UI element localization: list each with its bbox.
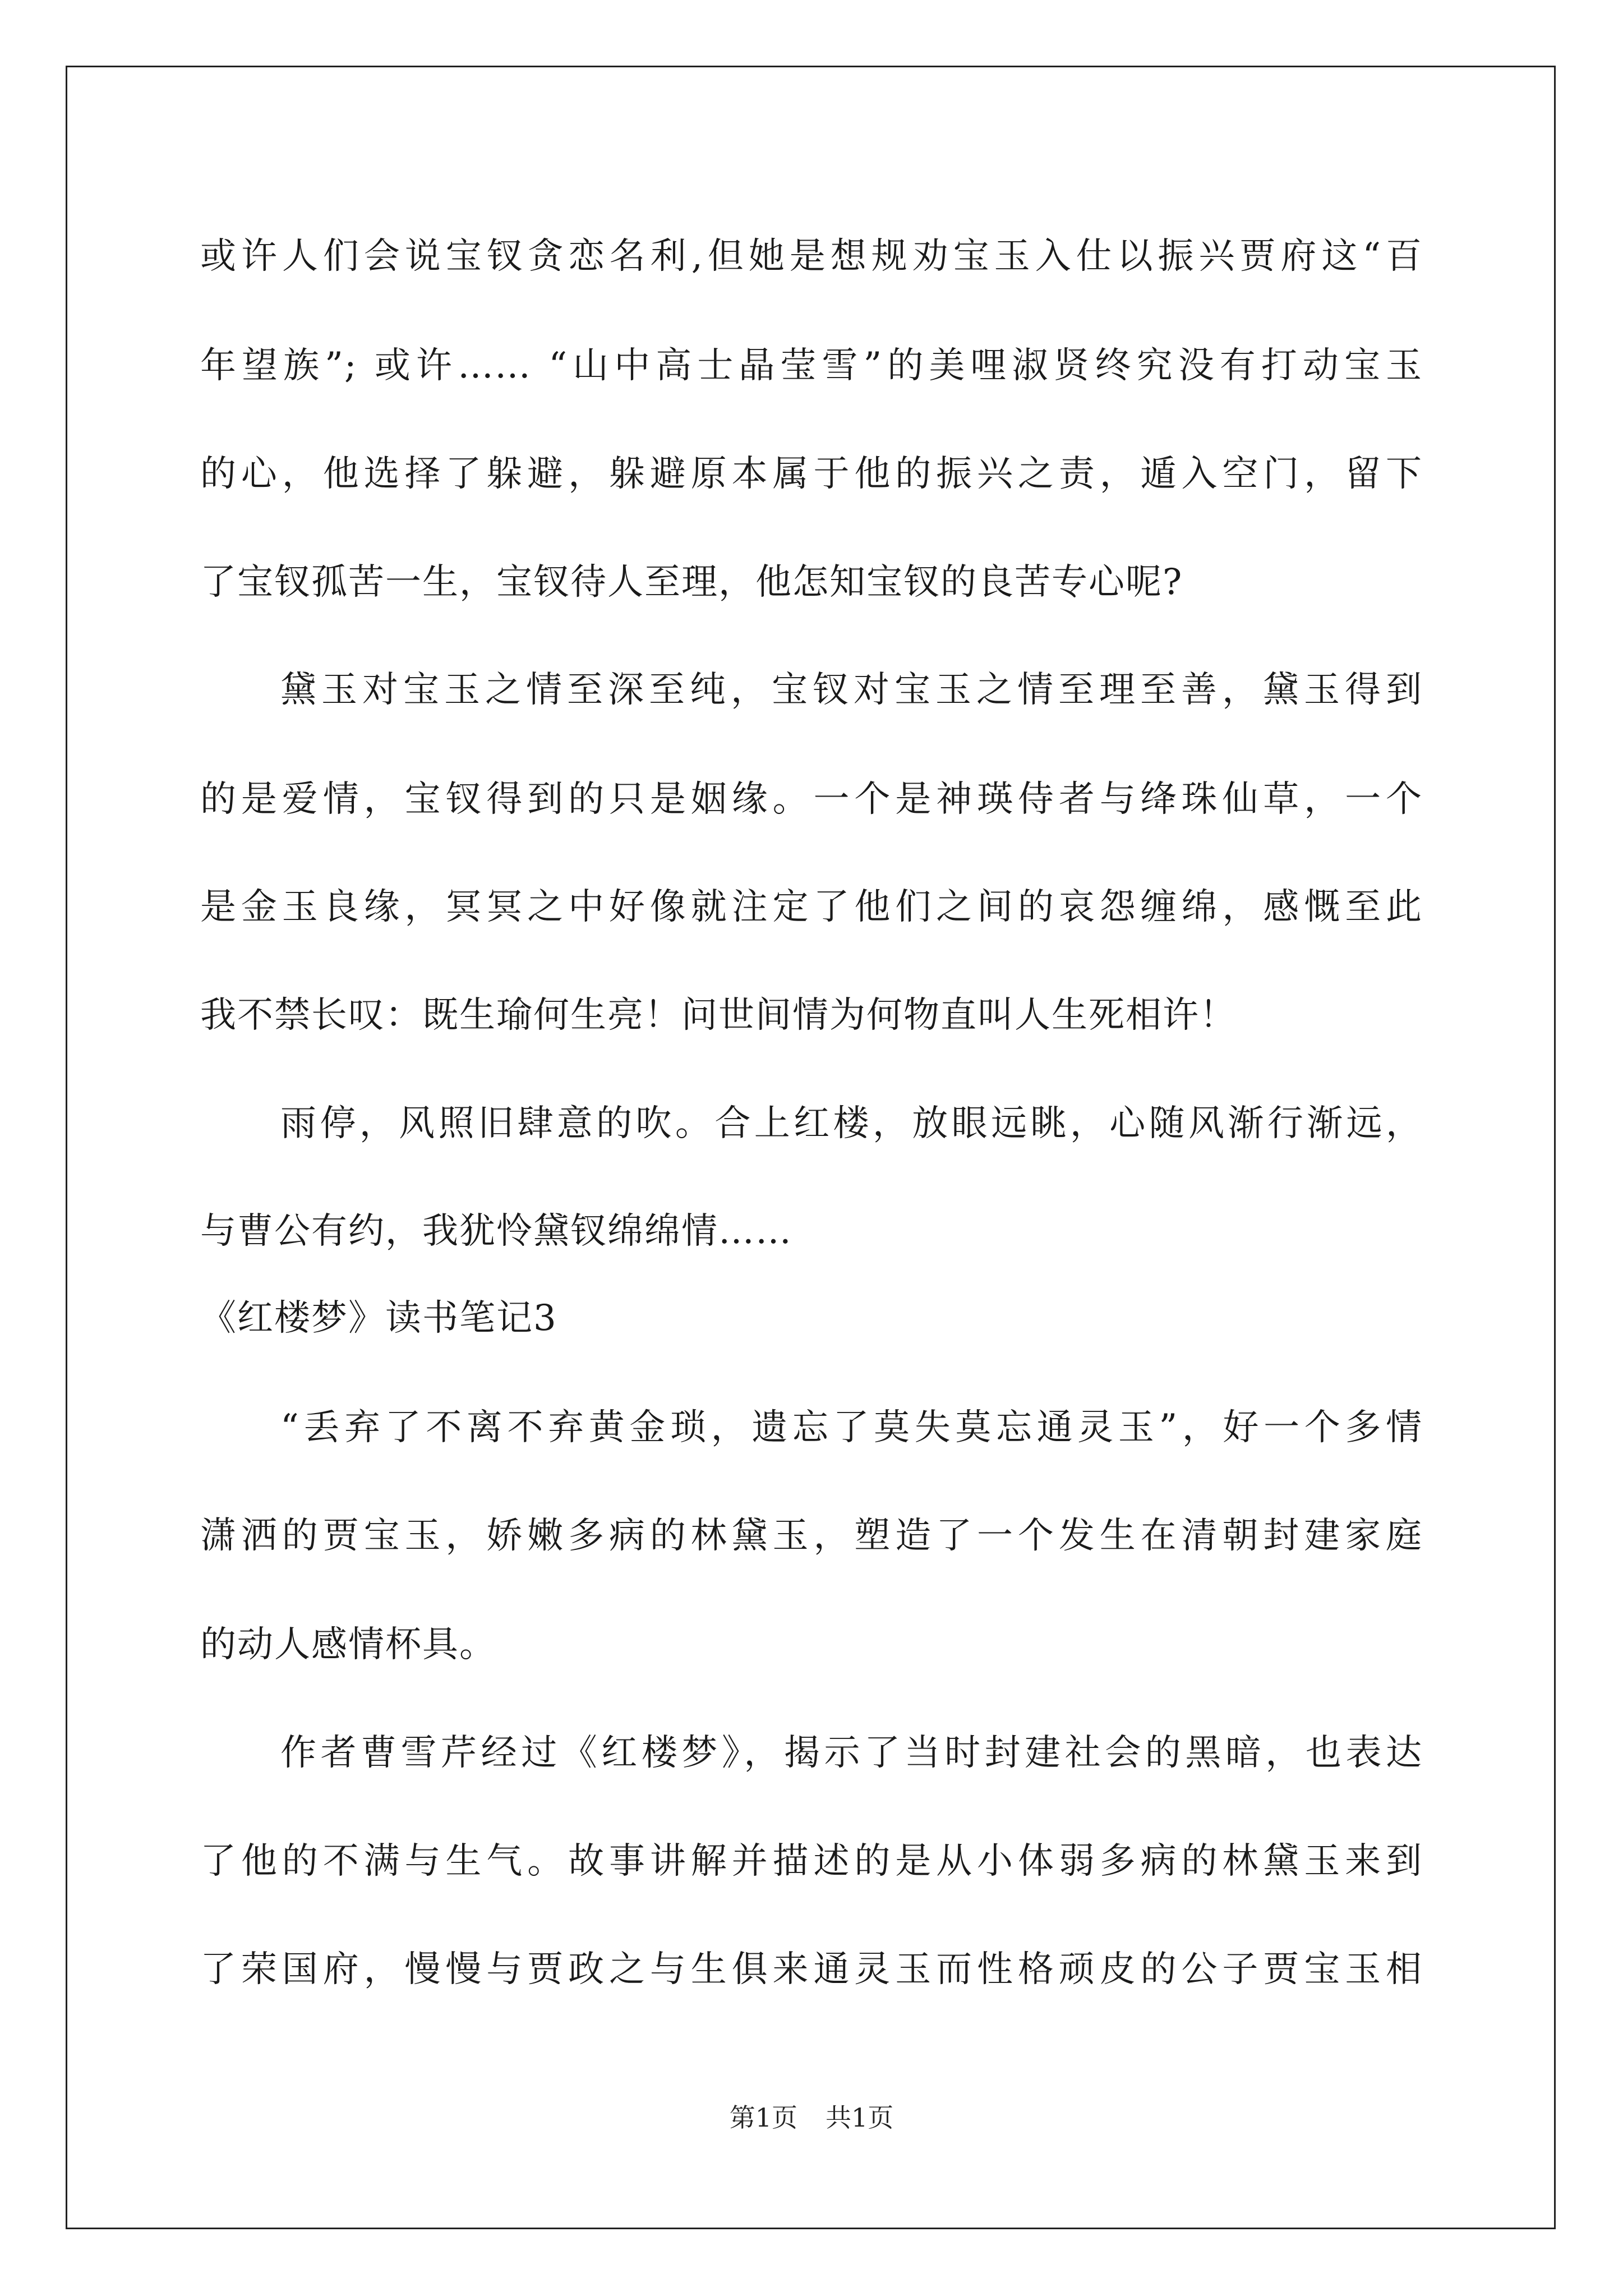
- paragraph-line: 我不禁长叹：既生瑜何生亮！问世间情为何物直叫人生死相许！: [200, 995, 1237, 1036]
- paragraph-line: 潇洒的贾宝玉，娇嫩多病的林黛玉，塑造了一个发生在清朝封建家庭: [200, 1515, 1423, 1557]
- paragraph-line: 的动人感情杯具。: [200, 1624, 496, 1665]
- paragraph-line: 了他的不满与生气。故事讲解并描述的是从小体弱多病的林黛玉来到: [200, 1841, 1423, 1882]
- paragraph-line: 的是爱情，宝钗得到的只是姻缘。一个是神瑛侍者与绛珠仙草，一个: [200, 779, 1423, 820]
- page-footer: [0, 2101, 1623, 2134]
- paragraph-line: 了荣国府，慢慢与贾政之与生俱来通灵玉而性格顽皮的公子贾宝玉相: [200, 1949, 1423, 1990]
- paragraph-line: “丢弃了不离不弃黄金琐，遗忘了莫失莫忘通灵玉”，好一个多情: [280, 1407, 1423, 1448]
- paragraph-line: 了宝钗孤苦一生，宝钗待人至理，他怎知宝钗的良苦专心呢?: [200, 562, 1183, 603]
- paragraph-line: 年望族”; 或许…… “山中高士晶莹雪”的美哩淑贤终究没有打动宝玉: [200, 345, 1423, 386]
- paragraph-line: 黛玉对宝玉之情至深至纯，宝钗对宝玉之情至理至善，黛玉得到: [280, 669, 1423, 711]
- page-number: 第1页: [729, 2102, 797, 2133]
- page-total: 共1页: [826, 2102, 894, 2133]
- paragraph-line: 雨停，风照旧肆意的吹。合上红楼，放眼远眺，心随风渐行渐远，: [280, 1103, 1423, 1144]
- section-heading: 《红楼梦》读书笔记3: [200, 1297, 557, 1339]
- paragraph-line: 的心，他选择了躲避，躲避原本属于他的振兴之责，遁入空门，留下: [200, 453, 1423, 495]
- paragraph-line: 是金玉良缘，冥冥之中好像就注定了他们之间的哀怨缠绵，感慨至此: [200, 886, 1423, 928]
- paragraph-line: 或许人们会说宝钗贪恋名利,但她是想规劝宝玉入仕以振兴贾府这“百: [200, 236, 1423, 277]
- paragraph-line: 作者曹雪芹经过《红楼梦》，揭示了当时封建社会的黑暗，也表达: [280, 1732, 1423, 1774]
- paragraph-line: 与曹公有约，我犹怜黛钗绵绵情……: [200, 1211, 792, 1252]
